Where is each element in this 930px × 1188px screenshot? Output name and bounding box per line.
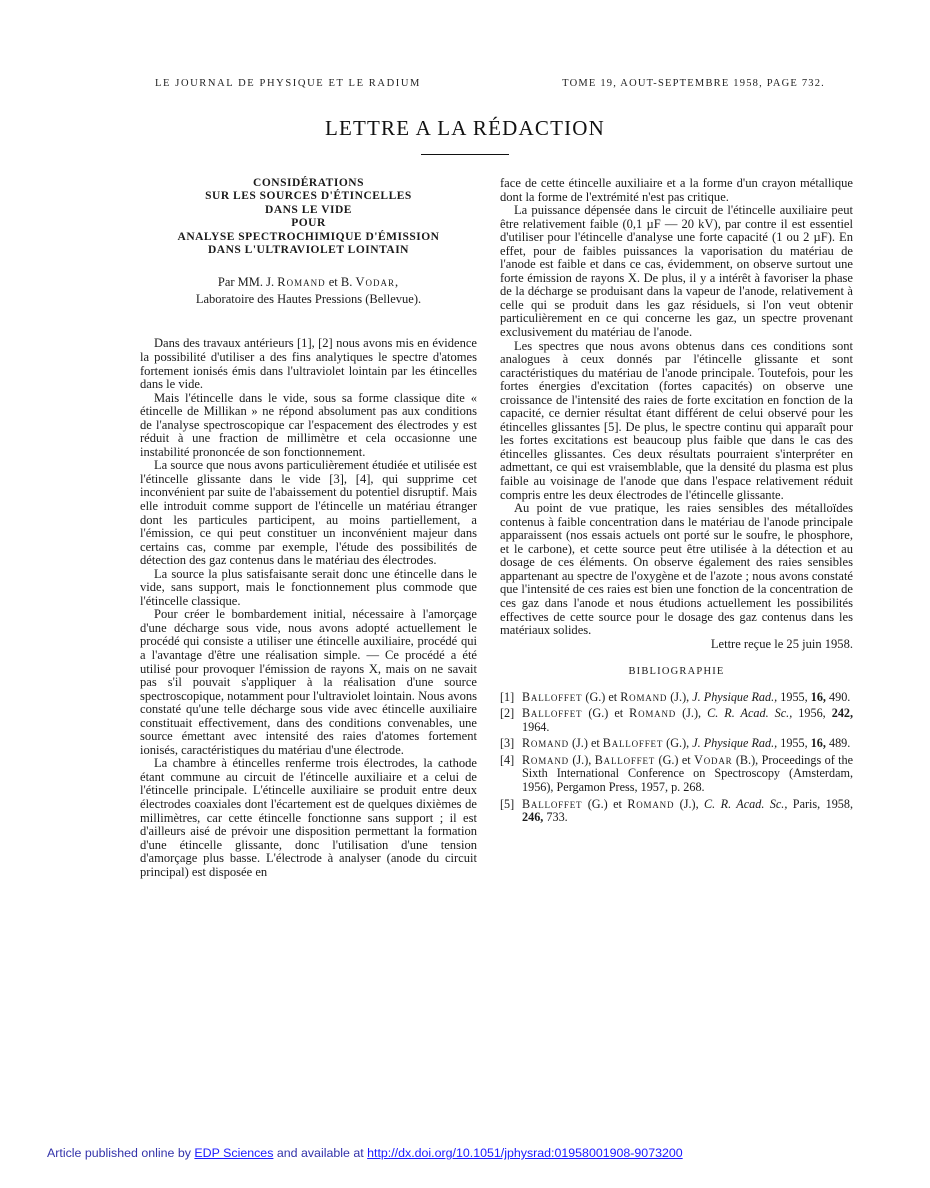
- author-romand: Romand: [277, 275, 326, 290]
- reference-year: 1956,: [798, 706, 826, 721]
- reference-number: [4]: [500, 752, 515, 767]
- publisher-link[interactable]: EDP Sciences: [194, 1146, 274, 1160]
- reference-text: (J.) et: [571, 736, 600, 751]
- reference-author: Balloffet: [522, 689, 583, 704]
- reference-text: (G.) et: [658, 752, 691, 767]
- reference-year: 1955,: [780, 689, 808, 704]
- reference-text: (J.),: [682, 706, 702, 721]
- affiliation: Laboratoire des Hautes Pressions (Bellevue).: [195, 292, 422, 307]
- byline-prefix: Par MM. J.: [217, 275, 275, 290]
- reference-volume: 246,: [522, 810, 544, 825]
- reference-author: Romand: [522, 752, 569, 767]
- reference-author: Romand: [627, 796, 675, 811]
- right-column: [500, 177, 853, 828]
- body-paragraph: Les spectres que nous avons obtenus dans ces conditions sont analogues à ceux donnés par l'étincelle glissante et sont caractéristiques du matériau de l'anode principale. Toutefois, pour les fortes énergies d'excitation (fortes capacités) on observe une croissance de l'intensité des raies de forte excitation en fonction de la capacité, ce dernier résultat étant différent de celui observé pour les étincelles glissantes [5]. De plus, le spectre continu qui apparaît pour les fortes excitations est beaucoup plus faible que dans le cas des étincelles glissantes. Ces deux résultats pourraient s'interpréter en admettant, ce qui est vraisemblable, que la densité du plasma est plus faible au voisinage de l'anode que dans l'espace relativement réduit compris entre les deux électrodes de l'étincelle glissante.: [500, 338, 853, 502]
- body-paragraph: La chambre à étincelles renferme trois électrodes, la cathode étant commune au circuit de l'étincelle auxiliaire et a celui de l'étincelle principale. L'étincelle auxiliaire se produit entre deux électrodes coaxiales dont l'écartement est de quelques dixièmes de millimètres, car cette étincelle fonctionne sans support ; il est d'ailleurs aisé de prévoir une disposition permettant la formation d'une étincelle glissante, donc l'utilisation d'une tension d'amorçage plus basse. L'électrode à analyser (anode du circuit principal) est disposée en: [140, 756, 477, 879]
- reference-author: Balloffet: [522, 706, 583, 721]
- reference-page: 1964.: [522, 719, 550, 734]
- reference-number: [1]: [500, 689, 515, 704]
- article-title-line: ANALYSE SPECTROCHIMIQUE D'ÉMISSION: [177, 230, 440, 243]
- left-column: [140, 177, 477, 879]
- body-paragraph: La source la plus satisfaisante serait donc une étincelle dans le vide, sans support, mais le fonctionnement plus commode que l'étincelle classique.: [140, 566, 477, 608]
- reference-author: Romand: [620, 689, 668, 704]
- volume-info: TOME 19, AOUT-SEPTEMBRE 1958, PAGE 732.: [562, 78, 825, 89]
- footer-middle: and available at: [276, 1146, 364, 1160]
- reference-volume: 242,: [831, 706, 854, 721]
- reference-volume: 16,: [810, 736, 826, 751]
- reference-number: [2]: [500, 706, 515, 721]
- body-paragraph: La puissance dépensée dans le circuit de l'étincelle auxiliaire peut être relativement faible (0,1 µF — 20 kV), par contre il est essentiel d'utiliser pour l'étincelle d'analyse une forte capacité (1 ou 2 µF). En effet, pour de faibles puissances la vaporisation du matériau de l'anode est faible et dans ce cas, évidemment, on observe surtout une forte émission de rayons X. De plus, il y a intérêt à favoriser la phase de la décharge se produisant dans la vapeur de l'anode, relativement à celle qui se produit dans les gaz résiduels, si l'on veut obtenir particulièrement en ce qui concerne les gaz, un spectre provenant exclusivement du matériau de l'anode.: [500, 203, 853, 340]
- article-title-line: POUR: [291, 217, 326, 230]
- reference-volume: 16,: [810, 689, 826, 704]
- journal-name: LE JOURNAL DE PHYSIQUE ET LE RADIUM: [155, 78, 421, 89]
- reference-journal: J. Physique Rad.,: [692, 736, 778, 751]
- body-paragraph: Pour créer le bombardement initial, nécessaire à l'amorçage d'une décharge sous vide, nous avons adopté actuellement le procédé qui consiste a utiliser une étincelle auxiliaire, procédé qui a l'avantage d'être une réalisation simple. — Ce procédé a été utilisé pour provoquer l'émission de rayons X, mais on ne savait pas s'il pouvait s'appliquer à la réalisation d'une source spectroscopique, notamment pour l'ultraviolet lointain. Nous avons constaté qu'une telle décharge sous vide avec étincelle auxiliaire constituait effectivement, dans des conditions convenables, une source émettant avec intensité des raies d'atomes fortement ionisés, caractéristiques du matériau d'une électrode.: [140, 607, 477, 757]
- reference-item: [500, 707, 853, 734]
- footer-prefix: Article published online by: [47, 1146, 191, 1160]
- reference-text: (B.), Proceedings of the Sixth International Conference on Spectroscopy (Amsterdam, 1956), Pergamon Press, 1957, p. 268.: [522, 752, 854, 794]
- byline: [140, 274, 477, 291]
- reference-number: [5]: [500, 796, 515, 811]
- body-paragraph: La source que nous avons particulièrement étudiée et utilisée est l'étincelle glissante dans le vide [3], [4], qui supprime cet inconvénient par suite de l'abaissement du potentiel disruptif. Mais elle introduit comme support de l'étincelle un matériau étranger dont les particules participent, au moins partiellement, a l'émission, ce qui peut constituer un inconvénient majeur dans certains cas, comme par exemple, l'étude des possibilités de détection des gaz contenus dans le matériau des électrodes.: [140, 458, 477, 568]
- reference-text: (J.),: [572, 752, 592, 767]
- reference-text: (G.) et: [587, 796, 622, 811]
- author-vodar: Vodar,: [355, 275, 400, 290]
- article-title-line: SUR LES SOURCES D'ÉTINCELLES: [205, 190, 412, 203]
- publication-footer: [47, 1146, 683, 1160]
- reference-text: (G.) et: [585, 689, 618, 704]
- received-date: Lettre reçue le 25 juin 1958.: [710, 636, 853, 651]
- reference-text: (J.),: [679, 796, 699, 811]
- reference-item: [500, 754, 853, 795]
- title-rule: [421, 154, 509, 155]
- reference-author: Balloffet: [522, 796, 583, 811]
- reference-journal: C. R. Acad. Sc.,: [707, 706, 793, 721]
- reference-author: Romand: [522, 736, 569, 751]
- reference-text: (J.),: [670, 689, 690, 704]
- reference-item: [500, 691, 853, 705]
- article-title-line: DANS L'ULTRAVIOLET LOINTAIN: [208, 244, 409, 257]
- reference-page: 733.: [546, 810, 568, 825]
- section-title: LETTRE A LA RÉDACTION: [324, 116, 606, 140]
- reference-page: 489.: [828, 736, 851, 751]
- reference-journal: C. R. Acad. Sc.,: [704, 796, 788, 811]
- reference-year: Paris, 1958,: [792, 796, 854, 811]
- reference-author: Balloffet: [594, 752, 656, 767]
- article-title-line: CONSIDÉRATIONS: [253, 177, 364, 189]
- body-paragraph: Mais l'étincelle dans le vide, sous sa forme classique dite « étincelle de Millikan » ne répond absolument pas aux conditions de l'analyse spectroscopique car l'espacement des électrodes y est réduit à une fraction de millimètre et cela occasionne une instabilité prononcée de son fonctionnement.: [140, 390, 477, 459]
- byline-and: et B.: [328, 275, 353, 290]
- bibliography-heading: BIBLIOGRAPHIE: [628, 666, 725, 678]
- reference-text: (G.) et: [588, 706, 624, 721]
- reference-author: Romand: [629, 706, 677, 721]
- reference-author: Vodar: [694, 752, 733, 767]
- reference-journal: J. Physique Rad.,: [692, 689, 778, 704]
- body-paragraph: face de cette étincelle auxiliaire et a la forme d'un crayon métallique dont la forme de l'extrémité n'est pas critique.: [500, 176, 853, 204]
- body-paragraph: Au point de vue pratique, les raies sensibles des métalloïdes contenus à faible concentration dans le matériau de l'anode principale apparaissent (nos essais actuels ont porté sur le soufre, le phosphore, et le carbone), et cette source peut être utilisée à la détection et au dosage de ces éléments. On observe également des raies sensibles appartenant au spectre de l'oxygène et de l'azote ; nous avons constaté que l'intensité de ces raies est bien une fonction de la concentration de ces gaz dans l'anode et nous étudions actuellement les possibilités effectives de cette source pour le dosage des gaz contenus dans les matériaux solides.: [500, 501, 853, 638]
- doi-link[interactable]: http://dx.doi.org/10.1051/jphysrad:01958001908-9073200: [367, 1146, 683, 1160]
- reference-year: 1955,: [780, 736, 808, 751]
- reference-author: Balloffet: [602, 736, 664, 751]
- reference-number: [3]: [500, 736, 515, 751]
- article-title: [140, 177, 477, 257]
- body-paragraph: Dans des travaux antérieurs [1], [2] nous avons mis en évidence la possibilité d'utiliser a des fins analytiques le spectre d'atomes fortement ionisés émis dans l'ultraviolet lointain par les étincelles dans le vide.: [140, 336, 477, 392]
- reference-item: [500, 798, 853, 825]
- reference-item: [500, 737, 853, 751]
- reference-page: 490.: [829, 689, 851, 704]
- article-title-line: DANS LE VIDE: [265, 203, 352, 216]
- reference-text: (G.),: [666, 736, 690, 751]
